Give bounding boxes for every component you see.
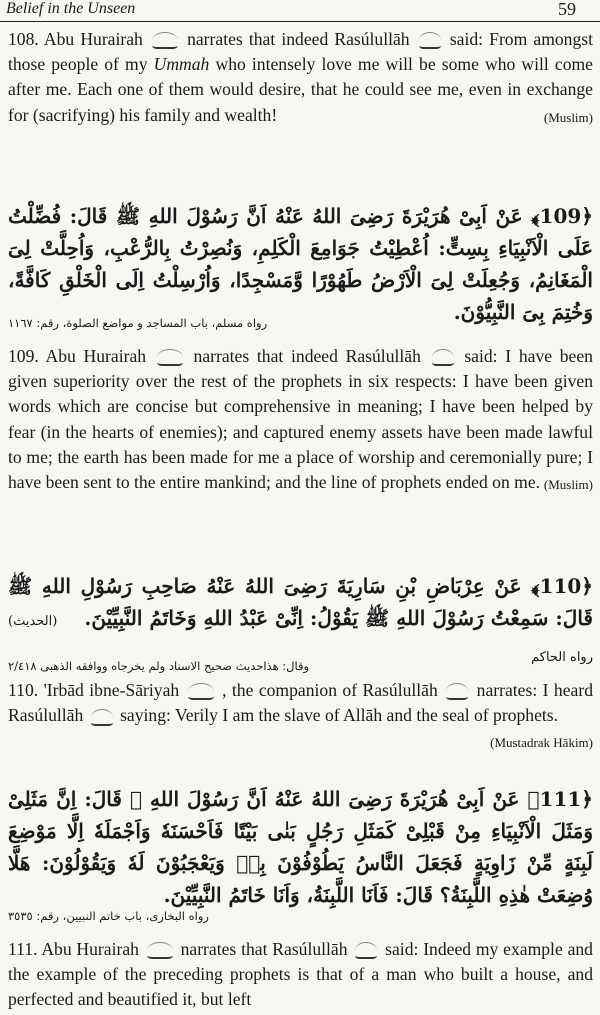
honorific-glyph-icon xyxy=(91,709,113,726)
hadith-108-translation xyxy=(8,27,593,130)
hadith-110-translation xyxy=(8,678,593,756)
hadith-111-reference: رواه البخاری، باب خاتم النبیین، رقم: ٣٥٣٥ xyxy=(8,909,209,923)
text-part: 109. Abu Hurairah xyxy=(8,346,147,366)
honorific-glyph-icon xyxy=(157,349,183,366)
text-part: , the companion of Rasúlullāh xyxy=(222,680,438,700)
header-rule xyxy=(0,21,600,22)
hadith-109-arabic: ﴿109﴾ عَنْ اَبِیْ هُرَیْرَةَ رَضِیَ اللهُ عَنْهُ اَنَّ رَسُوْلَ اللهِ ﷺ قَالَ: فُضِّلْتُ عَلَى الْاَنْبِیَاءِ بِسِتٍّ: اُعْطِیْتُ جَوَامِعَ الْكَلِمِ، وَنُصِرْتُ بِالرُّعْبِ، وَاُحِلَّتْ لِیَ الْمَغَانِمُ، وَجُعِلَتْ لِیَ الْاَرْضُ طَهُوْرًا وَّمَسْجِدًا، وَاُرْسِلْتُ اِلَى الْخَلْقِ كَافَّةً، وَخُتِمَ بِیَ النَّبِیُّوْنَ. xyxy=(8,204,593,324)
page-header xyxy=(0,0,600,22)
text-part: 108. Abu Hurairah xyxy=(8,29,143,49)
running-title: Belief in the Unseen xyxy=(6,0,136,17)
honorific-glyph-icon xyxy=(432,349,454,366)
hadith-110-reference: وقال: هذاحدیث صحیح الاسناد ولم یخرجاه ووافقه الذهبی ٢/٤١٨ xyxy=(8,659,310,673)
page-number: 59 xyxy=(558,0,576,19)
source-label: (Muslim) xyxy=(543,477,593,493)
hadith-111-translation xyxy=(8,937,593,1013)
hadith-109-reference: رواه مسلم، باب المساجد و مواضع الصلوة، رقم: ١١٦٧ xyxy=(8,316,268,330)
text-part: narrates: I heard Rasúlullāh xyxy=(8,680,593,726)
text-part: narrates that indeed Rasúlullāh xyxy=(187,29,410,49)
text-part: said: From amongst those people of my xyxy=(8,29,594,75)
text-italic: Ummah xyxy=(153,54,210,75)
text-part: 110. 'Irbād ibne-Sāriyah xyxy=(8,680,180,700)
text-part: who intensely love me will be some who will come after me. Each one of them would desire, that he could see me, even in exchange for (sacrifying) his family and wealth! xyxy=(8,54,593,125)
source-label: (Muslim) xyxy=(543,109,593,125)
honorific-glyph-icon xyxy=(147,942,173,959)
source-label: (Mustadrak Hākim) xyxy=(490,735,593,751)
text-part: said: I have been given superiority over the rest of the prophets in six respects: I have been given words which are concise but comprehensive in meaning; I have been helped by fear (in the hearts of enemies); and captured enemy assets have been made lawful to me; the earth has been made for me a place of worship and ceremonially pure; I have been sent to the entire mankind; and the line of prophets ended on me. xyxy=(8,346,593,493)
text-part: said: Indeed my example and the example of the preceding prophets is that of a man who built a house, and perfected and beautified it, but left xyxy=(8,939,593,1010)
honorific-glyph-icon xyxy=(355,942,377,959)
honorific-glyph-icon xyxy=(188,683,214,700)
honorific-glyph-icon xyxy=(446,683,468,700)
text-part: narrates that Rasúlullāh xyxy=(180,939,348,959)
hadith-111-arabic: ﴿111﴾ عَنْ اَبِیْ هُرَیْرَةَ رَضِیَ اللهُ عَنْهُ اَنَّ رَسُوْلَ اللهِ ﷺ قَالَ: اِنَّ مَثَلِیْ وَمَثَلَ الْاَنْبِیَاءِ مِنْ قَبْلِیْ كَمَثَلِ رَجُلٍ بَنٰی بَیْتًا فَاَحْسَنَهٗ وَاَجْمَلَهٗ اِلَّا مَوْضِعَ لَبِنَةٍ مِّنْ زَاوِیَةٍ فَجَعَلَ النَّاسُ یَطُوْفُوْنَ بِهٖ وَیَعْجَبُوْنَ لَهٗ وَیَقُوْلُوْنَ: هَلَّا وُضِعَتْ هٰذِهِ اللَّبِنَةُ؟ قَالَ: فَاَنَا اللَّبِنَةُ، وَاَنَا خَاتَمُ النَّبِیِّیْنَ. xyxy=(8,787,593,907)
honorific-glyph-icon xyxy=(419,32,441,49)
honorific-glyph-icon xyxy=(152,32,178,49)
hadith-109-translation xyxy=(8,344,593,497)
text-part: 111. Abu Hurairah xyxy=(8,939,139,959)
text-part: narrates that indeed Rasúlullāh xyxy=(193,346,421,366)
arabic-tag: (الحدیث) رواه الحاکم xyxy=(8,614,593,665)
text-part: saying: Verily I am the slave of Allāh and the seal of prophets. xyxy=(120,705,559,726)
arabic-text: ﴿110﴾ عَنْ عِرْبَاضِ بْنِ سَارِیَةَ رَضِیَ اللهُ عَنْهُ صَاحِبِ رَسُوْلِ اللهِ ﷺ قَالَ: سَمِعْتُ رَسُوْلَ اللهِ ﷺ یَقُوْلُ: اِنِّیْ عَبْدُ اللهِ وَخَاتَمُ النَّبِیِّیْنَ. xyxy=(8,574,593,630)
